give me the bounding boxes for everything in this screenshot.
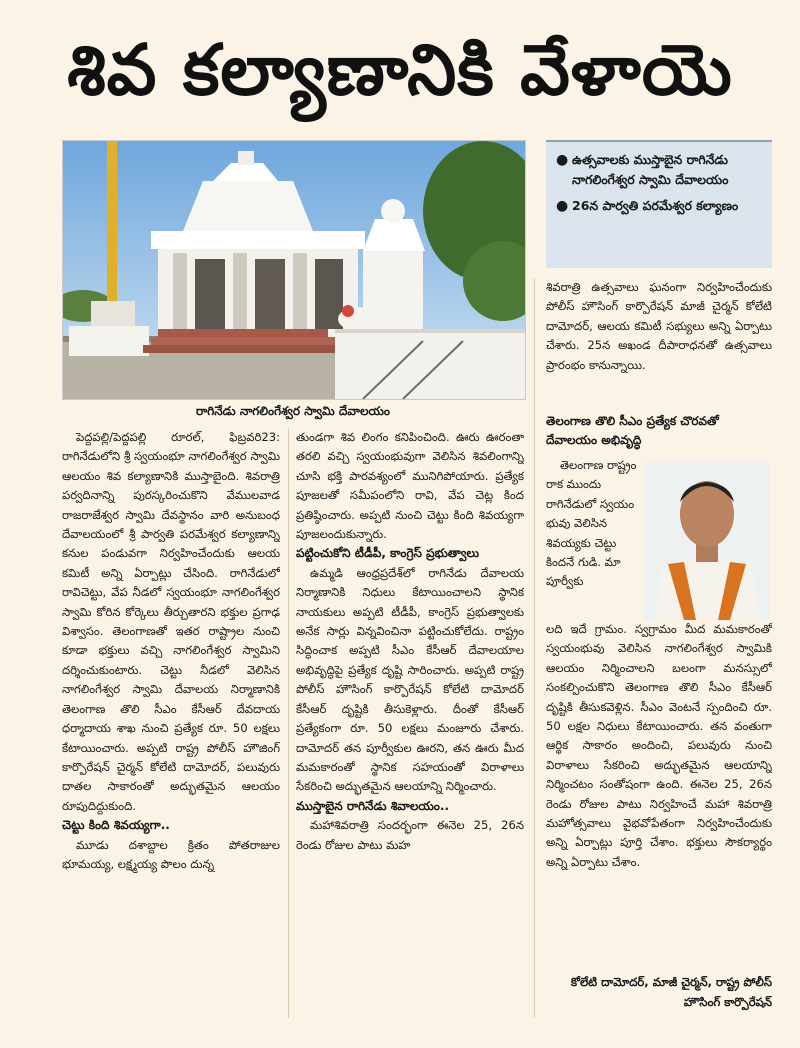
paragraph: శివరాత్రి ఉత్సవాలు ఘనంగా నిర్వహించేందుకు పోలీస్‌ హౌసింగ్‌ కార్పొరేషన్‌ మాజీ చైర్మన్‌ కోలేటి దామోదర్‌, ఆలయ కమిటీ సభ్యులు అన్ని ఏర్పాటు చేశారు. 25న అఖండ దీపారాధనతో ఉత్సవాలు ప్రారంభం కానున్నాయి. <box>546 280 772 372</box>
photo-caption: రాగినేడు నాగలింగేశ్వర స్వామి దేవాలయం <box>195 404 391 418</box>
highlights-box <box>546 140 772 268</box>
article-column-2 <box>296 428 524 1018</box>
highlight-text: ఉత్సవాలకు ముస్తాబైన రాగినేడు నాగలింగేశ్వర స్వామి దేవాలయం <box>572 152 729 187</box>
subheading: పట్టించుకోని టీడీపీ, కాంగ్రెస్‌ ప్రభుత్వాలు <box>296 546 480 561</box>
portrait-illustration <box>644 462 770 620</box>
paragraph: తుండగా శివ లింగం కనిపించింది. ఊరు ఊరంతా తరలి వచ్చి స్వయంభువుగా వెలిసిన శివలింగాన్ని చూసి భక్తి పారవశ్యంలో మునిగిపోయారు. ప్రత్యేక పూజలతో సమీపంలోని రావి, వేప చెట్ల కింద ప్రతిష్ఠించారు. అప్పటి నుంచి చెట్టు కింది శివయ్యగా పూజలందుకున్నారు. <box>296 430 524 542</box>
paragraph: మూడు దశాబ్దాల క్రితం పోతరాజుల భూమయ్య, లక్ష్మయ్య పొలం దున్న <box>62 837 280 871</box>
quote-column <box>546 456 638 618</box>
paragraph: ఉమ్మడి ఆంధ్రప్రదేశ్‌లో రాగినేడు దేవాలయ నిర్మాణానికి నిధులు కేటాయించాలని స్థానిక నాయకులు అప్పటి టీడీపీ, కాంగ్రెస్‌ ప్రభుత్వాలకు అనేక సార్లు విన్నవించినా పట్టించుకోలేదు. రాష్ట్రం సిద్ధించాక అప్పటి సీఎం కేసీఆర్‌ దేవాలయాల అభివృద్ధిపై ప్రత్యేక దృష్టి సారించారు. అప్పటి రాష్ట్ర పోలీస్‌ హౌసింగ్‌ కార్పొరేషన్‌ కోలేటి దామోదర్‌ కేసీఆర్‌ దృష్టికి తీసుకెళ్లారు. దీంతో కేసీఆర్‌ ప్రత్యేకంగా రూ. 50 లక్షలు మంజూరు చేశారు. దామోదర్‌ తన పూర్వీకుల ఊరని, తన ఊరు మీద మమకారంతో స్థానిక సహయంతో విరాళాలు సేకరించి అద్భుతమైన ఆలయాన్ని నిర్మించారు. <box>296 565 524 794</box>
bullet-icon: ● <box>556 152 569 168</box>
subheading: ముస్తాబైన రాగినేడు శివాలయం.. <box>296 798 450 813</box>
paragraph: లది ఇదే గ్రామం. స్వగ్రామం మీద మమకారంతో స్వయంభువు వెలిసిన నాగలింగేశ్వర స్వామికి ఆలయం నిర్మించాలని బలంగా మనస్సులో సంకల్పించుకొని తెలంగాణ తొలి సీఎం కేసీఆర్‌ దృష్టికి తీసుకవెళ్లిన. సీఎం వెంటనే స్పందించి రూ. 50 లక్షల నిధులు కేటాయించారు. తన వంతుగా ఆర్థిక సాకారం అందించి, పలువురు నుంచి విరాళాలు సేకరించి అద్భుతమైన ఆలయాన్ని నిర్మించటం సంతోషంగా ఉంది. ఈనెల 25, 26న రెండు రోజుల పాటు నిర్వహించే మహా శివరాత్రి మహోత్సవాలు వైభవోపేతంగా నిర్వహించేందుకు అన్ని ఏర్పాట్లు పూర్తి చేశాం. భక్తులు సౌకర్యార్థం అన్ని ఏర్పాటు చేశాం. <box>546 622 772 869</box>
column-divider <box>288 428 289 1018</box>
temple-illustration <box>63 141 525 399</box>
subheading: చెట్టు కింది శివయ్యగా.. <box>62 818 170 833</box>
highlight-item <box>556 150 762 190</box>
paragraph: తెలంగాణ రాష్ట్రం రాక ముందు రాగినేడులో స్వయం భువు వెలిసిన శివయ్యకు చెట్టు కిందనే గుడి. మా పూర్వీకు <box>546 458 637 589</box>
paragraph: మహాశివరాత్రి సందర్భంగా ఈనెల 25, 26న రెండు రోజుల పాటు మహ <box>296 818 524 852</box>
subheading: తెలంగాణ తొలి సీఎం ప్రత్యేక చొరవతో దేవాలయం అభివృద్ధి <box>546 414 719 447</box>
highlight-item <box>556 196 762 216</box>
quote-credit: కోలేటి దామోదర్‌, మాజీ చైర్మన్‌, రాష్ట్ర పోలీస్‌ హౌసింగ్‌ కార్పొరేషన్‌ <box>571 975 772 1009</box>
temple-photo <box>62 140 526 400</box>
highlight-text: 26న పార్వతి పరమేశ్వర కల్యాణం <box>572 198 739 213</box>
headline: శివ కల్యాణానికి వేళాయె <box>67 29 733 111</box>
bullet-icon: ● <box>556 198 569 214</box>
quote-continued <box>546 620 772 972</box>
column-divider <box>534 278 535 1018</box>
article-column-1 <box>62 428 280 1018</box>
paragraph: పెద్దపల్లి/పెద్దపల్లి రూరల్‌, ఫిబ్రవరి23: రాగినేడులోని శ్రీ స్వయంభూ నాగలింగేశ్వర స్వామి ఆలయం శివ కల్యాణానికి ముస్తాబైంది. శివరాత్రి పర్వదినాన్ని పురస్కరించుకొని వేములవాడ రాజరాజేశ్వర స్వామి దేవస్థానం వారి అనుబంధ దేవాలయంలో శ్రీ పార్వతి పరమేశ్వర కల్యాణాన్ని కనుల పండువగా నిర్వహించేందుకు ఆలయ కమిటీ అన్ని ఏర్పాట్లు చేసింది. రాగినేడులో రావిచెట్టు, వేప నీడలో స్వయంభూ నాగలింగేశ్వర స్వామి కోరిన కోర్కెలు తీర్చుతారని భక్తుల ప్రగాఢ విశ్వాసం. తెలంగాణతో ఇతర రాష్ట్రాల నుంచి కూడా భక్తులు వచ్చి నాగలింగేశ్వర స్వామిని దర్శించుకుంటారు. చెట్టు నీడలో వెలిసిన నాగలింగేశ్వర స్వామి దేవాలయ నిర్మాణానికి తెలంగాణ తొలి సీఎం కేసీఆర్‌ దేవదాయ ధర్మాదాయ శాఖ నుంచి ప్రత్యేక రూ. 50 లక్షలు కేటాయించారు. అప్పటి రాష్ట్ర పోలీస్‌ హౌజింగ్‌ కార్పొరేషన్‌ చైర్మన్‌ కోలేటి దామోదర్‌, పలువురు దాతల సాకారంతో అద్భుతమైన ఆలయం రూపుదిద్దుకుంది. <box>62 430 280 813</box>
article-column-3 <box>546 278 772 410</box>
person-photo <box>644 462 770 620</box>
